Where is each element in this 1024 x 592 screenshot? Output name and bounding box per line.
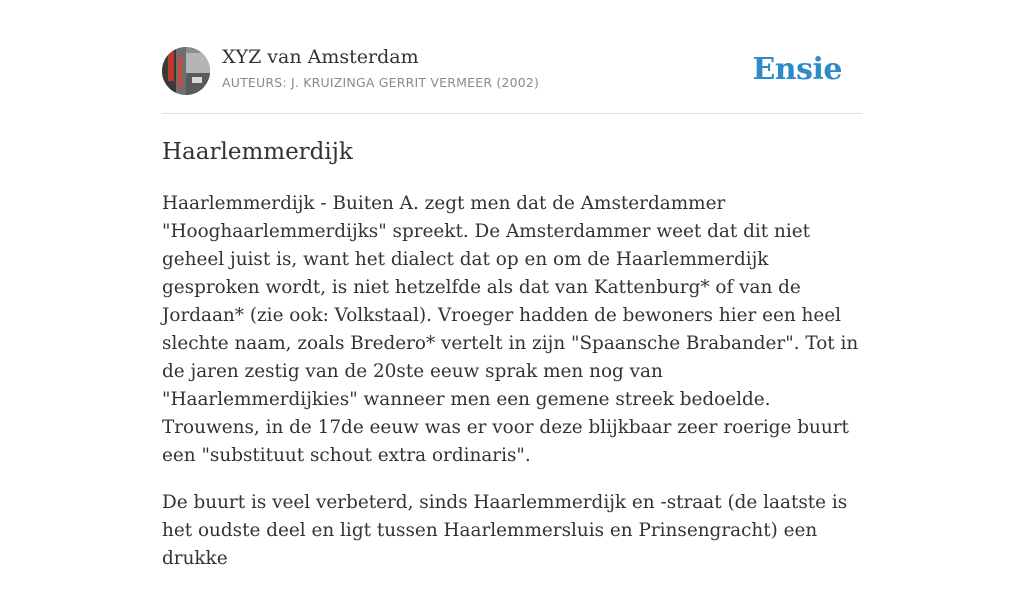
page-container: [162, 0, 862, 569]
book-cover-avatar[interactable]: [162, 47, 210, 95]
article-title: Haarlemmerdijk: [162, 139, 353, 165]
article-paragraph: Haarlemmerdijk - Buiten A. zegt men dat de Amsterdammer "Hooghaarlemmerdijks" spreekt. De Amsterdammer weet dat dit niet geheel juist is, want het dialect dat op en om de Haarlemmerdijk gesproken wordt, is niet hetzelfde als dat van Kattenburg* of van de Jordaan* (zie ook: Volkstaal). Vroeger hadden de bewoners hier een heel slechte naam, zoals Bredero* vertelt in zijn "Spaansche Brabander". Tot in de jaren zestig van de 20ste eeuw sprak men nog van "Haarlemmerdijkies" wanneer men een gemene streek bedoelde. Trouwens, in de 17de eeuw was er voor deze blijkbaar zeer roerige buurt een "substituut schout extra ordinaris".: [162, 193, 859, 466]
article-body: [162, 190, 862, 592]
article-paragraph: De buurt is veel verbeterd, sinds Haarlemmerdijk en -straat (de laatste is het oudste deel en ligt tussen Haarlemmersluis en Prinsengracht) een drukke: [162, 492, 848, 569]
street-photo-icon: [162, 47, 210, 95]
book-authors: AUTEURS: J. KRUIZINGA GERRIT VERMEER (2002): [222, 75, 540, 90]
book-title[interactable]: XYZ van Amsterdam: [222, 46, 419, 68]
ensie-logo[interactable]: Ensie: [752, 52, 842, 87]
book-header: [162, 0, 862, 114]
